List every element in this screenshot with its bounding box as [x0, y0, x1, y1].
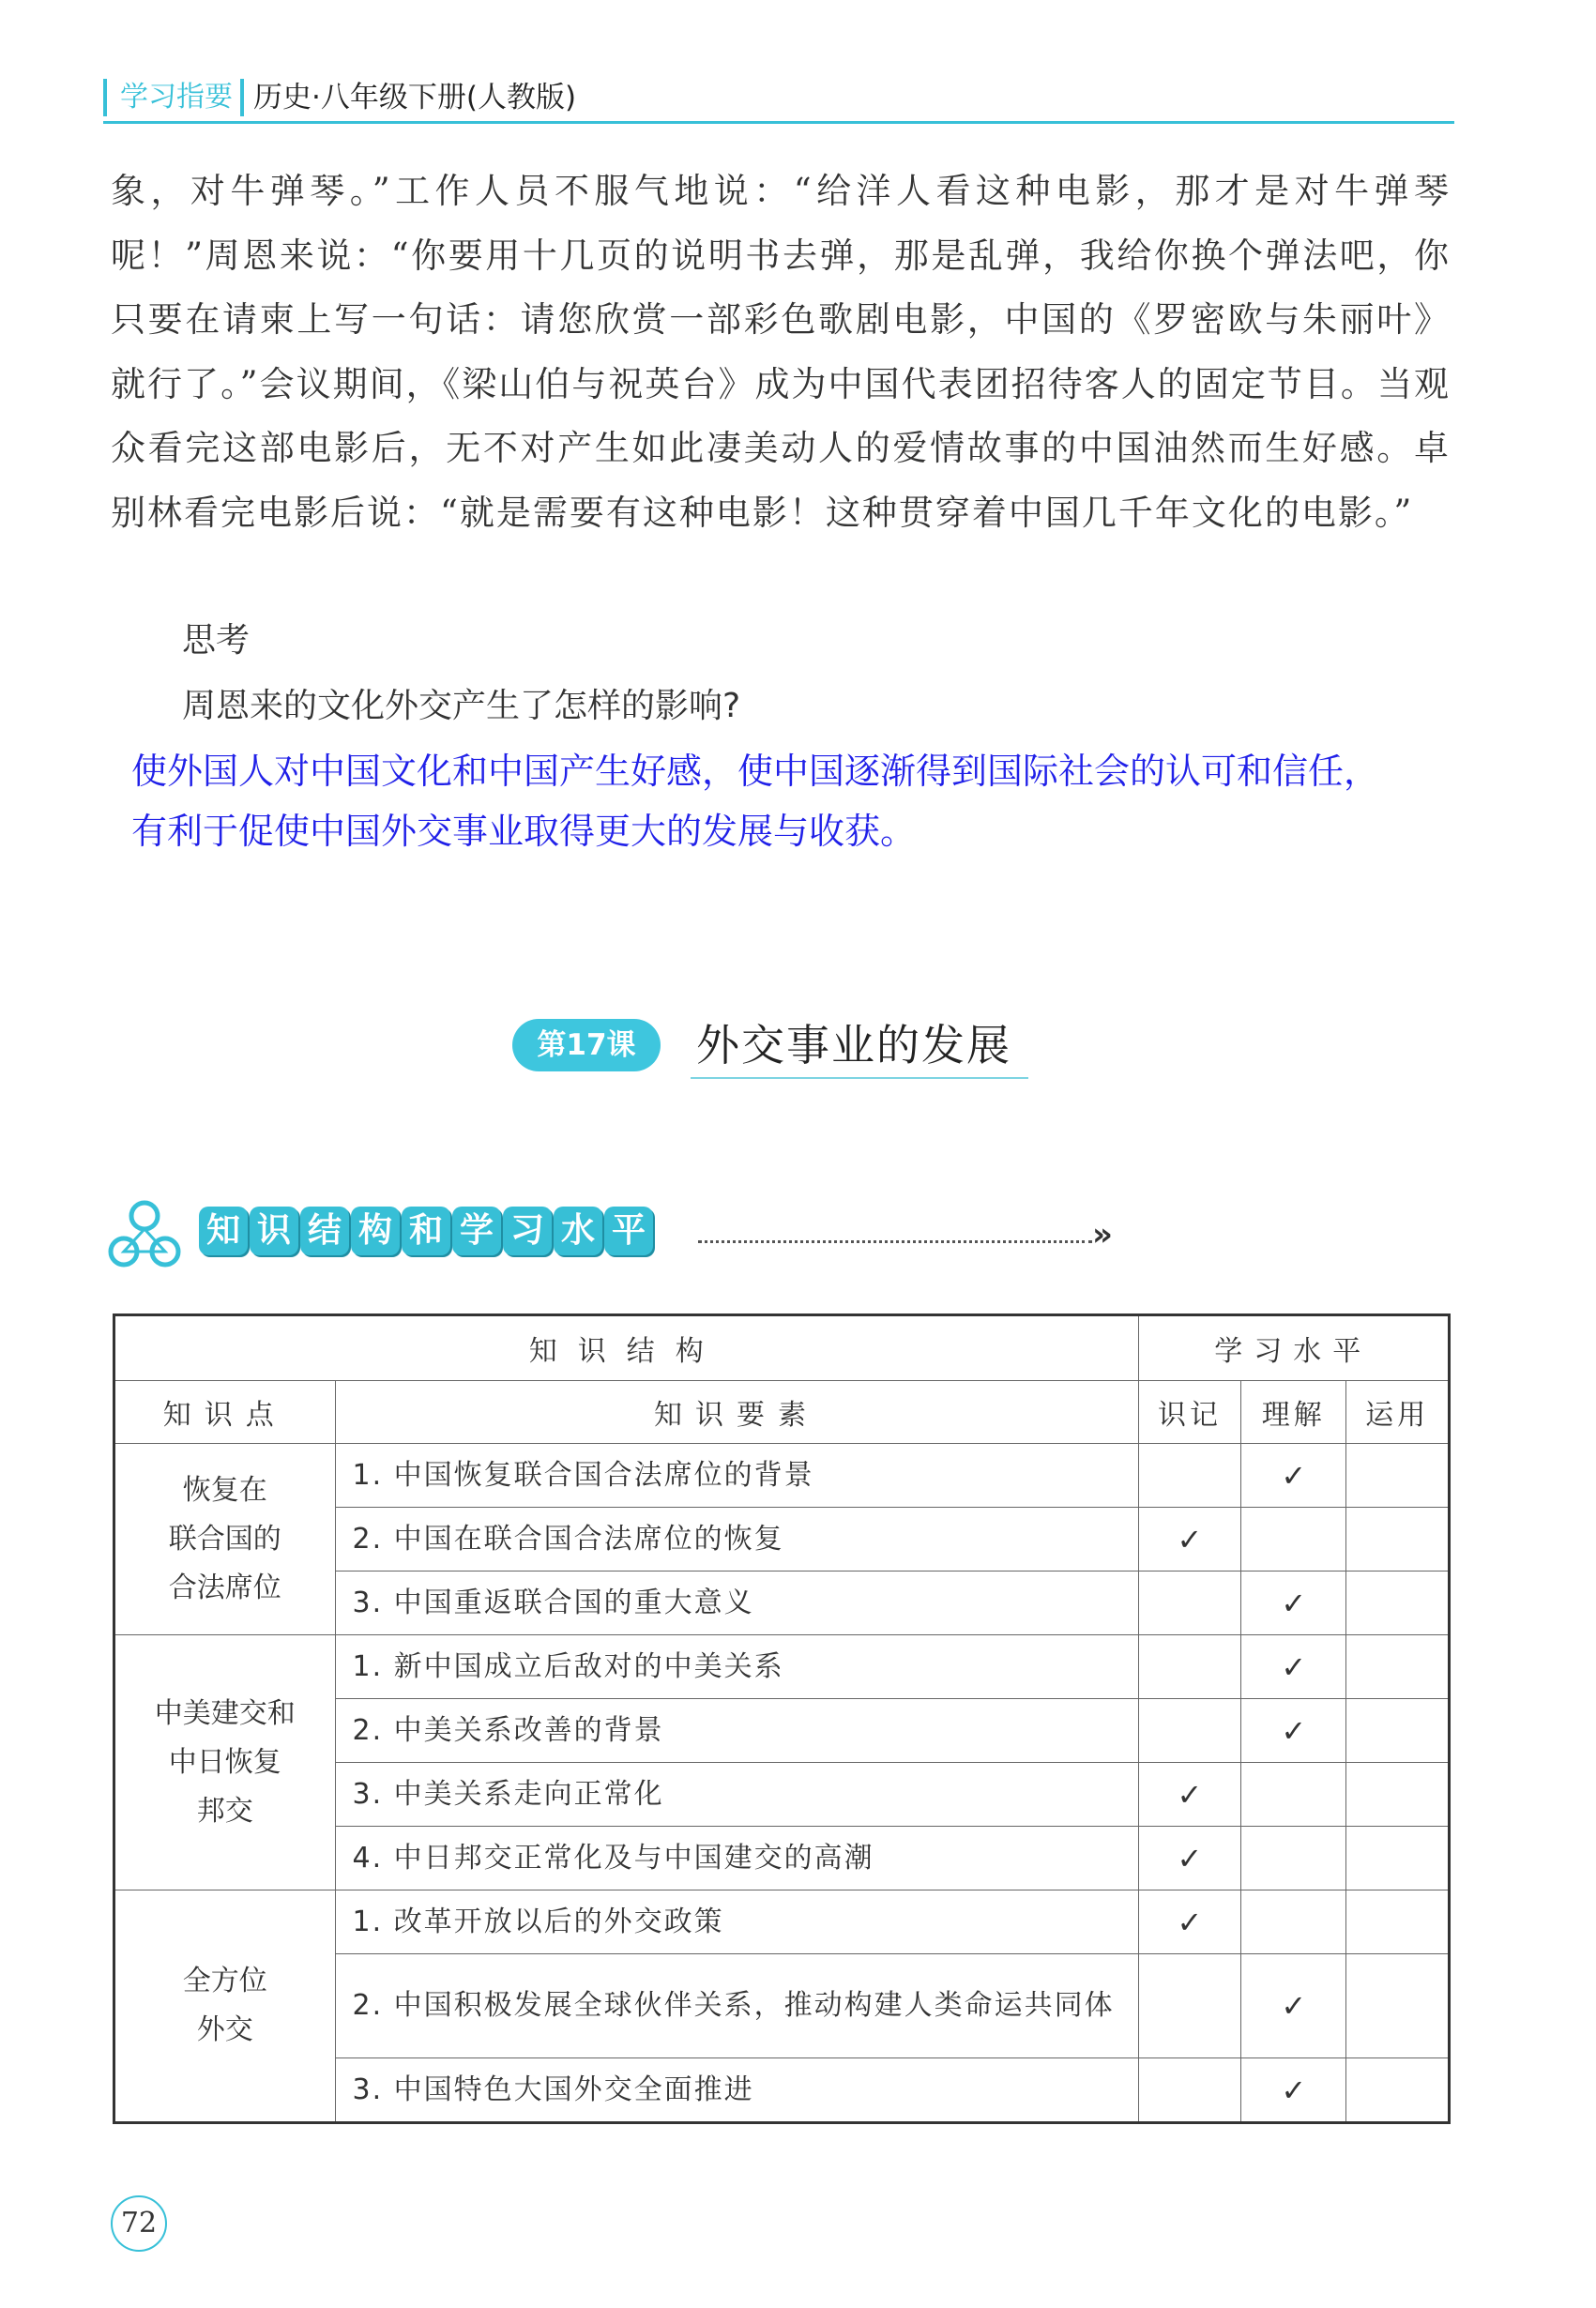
lesson-title-underline — [691, 1077, 1028, 1079]
section-title-char: 构 — [351, 1207, 400, 1255]
level-check-cell — [1241, 2058, 1346, 2123]
section-banner — [105, 1192, 1113, 1276]
column-remember: 识记 — [1138, 1381, 1241, 1444]
section-title-char: 习 — [503, 1207, 552, 1255]
knowledge-element-cell: 1. 新中国成立后敌对的中美关系 — [335, 1635, 1138, 1699]
level-check-cell — [1241, 1827, 1346, 1890]
column-knowledge-point: 知识点 — [114, 1381, 336, 1444]
level-check-cell — [1346, 1763, 1450, 1827]
section-title-char: 和 — [402, 1207, 450, 1255]
level-check-cell — [1138, 1954, 1241, 2058]
check-mark-icon: ✓ — [1177, 1521, 1203, 1557]
dotted-leader — [698, 1240, 1092, 1243]
level-check-cell — [1241, 1444, 1346, 1508]
column-knowledge-elements: 知识要素 — [335, 1381, 1138, 1444]
column-understand: 理解 — [1241, 1381, 1346, 1444]
section-title-char: 平 — [604, 1207, 653, 1255]
level-check-cell — [1241, 1890, 1346, 1954]
check-mark-icon: ✓ — [1281, 1712, 1307, 1749]
level-check-cell — [1346, 1890, 1450, 1954]
level-check-cell — [1138, 2058, 1241, 2123]
table-row — [114, 1444, 1450, 1508]
knowledge-point-line: 全方位 — [182, 1965, 267, 1997]
level-check-cell — [1346, 1444, 1450, 1508]
level-check-cell — [1138, 1572, 1241, 1635]
knowledge-point-cell — [114, 1890, 336, 2123]
knowledge-point-line: 中美建交和 — [154, 1696, 296, 1730]
section-title-char: 识 — [250, 1207, 298, 1255]
level-check-cell — [1346, 2058, 1450, 2123]
check-mark-icon: ✓ — [1281, 1585, 1307, 1621]
section-title-badges — [199, 1207, 653, 1259]
knowledge-element-cell: 4. 中日邦交正常化及与中国建交的高潮 — [335, 1827, 1138, 1890]
lesson-title: 外交事业的发展 — [696, 1020, 1011, 1070]
level-check-cell — [1346, 1827, 1450, 1890]
knowledge-point-cell — [114, 1635, 336, 1890]
knowledge-element-cell: 2. 中国积极发展全球伙伴关系，推动构建人类命运共同体 — [335, 1954, 1138, 2058]
level-check-cell — [1346, 1508, 1450, 1572]
column-apply: 运用 — [1346, 1381, 1450, 1444]
level-check-cell — [1241, 1954, 1346, 2058]
table-row — [114, 1635, 1450, 1699]
check-mark-icon: ✓ — [1177, 1904, 1203, 1940]
reading-passage: 象，对牛弹琴。”工作人员不服气地说：“给洋人看这种电影，那才是对牛弹琴呢！”周恩来说：“你要用十几页的说明书去弹，那是乱弹，我给你换个弹法吧，你只要在请柬上写一句话：请您欣赏一部彩色歌剧电影，中国的《罗密欧与朱丽叶》就行了。”会议期间，《梁山伯与祝英台》成为中国代表团招待客人的固定节目。当观众看完这部电影后，无不对产生如此凄美动人的爱情故事的中国油然而生好感。卓别林看完电影后说：“就是需要有这种电影！这种贯穿着中国几千年文化的电影。” — [111, 171, 1451, 533]
knowledge-element-cell: 2. 中国在联合国合法席位的恢复 — [335, 1508, 1138, 1572]
level-check-cell — [1346, 1699, 1450, 1763]
lesson-number-badge: 第17课 — [512, 1019, 661, 1071]
level-check-cell — [1138, 1763, 1241, 1827]
knowledge-point-line: 中日恢复 — [168, 1745, 281, 1779]
check-mark-icon: ✓ — [1177, 1840, 1203, 1876]
level-check-cell — [1138, 1890, 1241, 1954]
knowledge-table — [113, 1313, 1451, 2124]
double-arrow-icon: » — [1092, 1216, 1113, 1253]
level-check-cell — [1138, 1635, 1241, 1699]
check-mark-icon: ✓ — [1281, 2072, 1307, 2108]
level-check-cell — [1138, 1444, 1241, 1508]
level-check-cell — [1241, 1699, 1346, 1763]
knowledge-point-line: 外交 — [196, 2013, 253, 2046]
knowledge-element-cell: 1. 改革开放以后的外交政策 — [335, 1890, 1138, 1954]
section-title-char: 结 — [300, 1207, 349, 1255]
check-mark-icon: ✓ — [1177, 1776, 1203, 1813]
level-check-cell — [1241, 1635, 1346, 1699]
level-check-cell — [1346, 1572, 1450, 1635]
level-check-cell — [1138, 1508, 1241, 1572]
knowledge-point-line: 恢复在 — [182, 1473, 267, 1507]
level-check-cell — [1241, 1572, 1346, 1635]
page-header — [103, 71, 1454, 124]
check-mark-icon: ✓ — [1281, 1988, 1307, 2024]
knowledge-point-line: 邦交 — [196, 1794, 253, 1828]
knowledge-element-cell: 1. 中国恢复联合国合法席位的背景 — [335, 1444, 1138, 1508]
think-heading: 思考 — [182, 621, 251, 660]
level-check-cell — [1241, 1508, 1346, 1572]
knowledge-point-line: 合法席位 — [168, 1571, 281, 1604]
level-check-cell — [1138, 1827, 1241, 1890]
level-check-cell — [1346, 1954, 1450, 2058]
level-check-cell — [1346, 1635, 1450, 1699]
header-rule — [103, 121, 1454, 124]
knowledge-element-cell: 3. 中国特色大国外交全面推进 — [335, 2058, 1138, 2123]
section-title-char: 水 — [554, 1207, 602, 1255]
knowledge-element-cell: 3. 中美关系走向正常化 — [335, 1763, 1138, 1827]
check-mark-icon: ✓ — [1281, 1648, 1307, 1685]
handwritten-answer: 使外国人对中国文化和中国产生好感，使中国逐渐得到国际社会的认可和信任，有利于促使中国外交事业取得更大的发展与收获。 — [131, 751, 1380, 852]
table-header-level: 学习水平 — [1138, 1315, 1449, 1381]
knowledge-point-cell — [114, 1444, 336, 1635]
section-title-char: 知 — [199, 1207, 248, 1255]
page-number: 72 — [111, 2195, 167, 2252]
table-header-structure: 知识结构 — [114, 1315, 1139, 1381]
series-tag: 学习指要 — [103, 79, 244, 116]
knowledge-element-cell: 3. 中国重返联合国的重大意义 — [335, 1572, 1138, 1635]
book-breadcrumb: 历史·八年级下册(人教版) — [253, 81, 577, 114]
lesson-heading — [512, 1013, 1056, 1088]
knowledge-element-cell: 2. 中美关系改善的背景 — [335, 1699, 1138, 1763]
triangle-rings-icon — [105, 1197, 184, 1272]
think-question: 周恩来的文化外交产生了怎样的影响? — [182, 687, 741, 725]
knowledge-point-line: 联合国的 — [168, 1522, 281, 1556]
level-check-cell — [1241, 1763, 1346, 1827]
level-check-cell — [1138, 1699, 1241, 1763]
section-title-char: 学 — [452, 1207, 501, 1255]
table-row — [114, 1890, 1450, 1954]
check-mark-icon: ✓ — [1281, 1457, 1307, 1494]
